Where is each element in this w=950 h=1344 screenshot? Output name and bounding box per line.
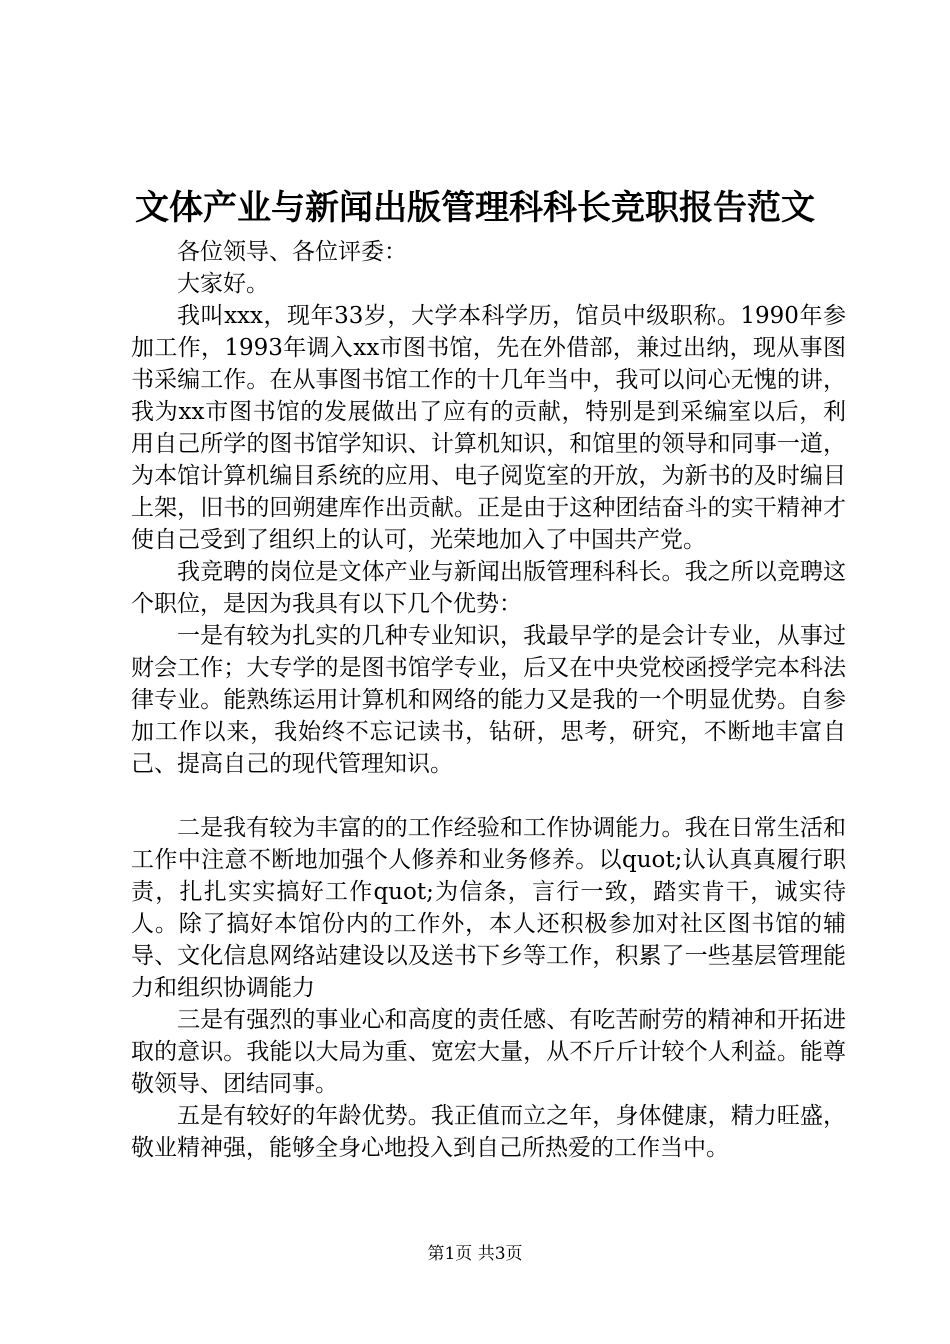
paragraph-introduction: 我叫xxx，现年33岁，大学本科学历，馆员中级职称。1990年参加工作，1993年调入xx市图书馆，先在外借部，兼过出纳，现从事图书采编工作。在从事图书馆工作的十几年当中，我可以问心无愧的讲，我为xx市图书馆的发展做出了应有的贡献，特别是到采编室以后，利用自己所学的图书馆学知识、计算机知识，和馆里的领导和同事一道，为本馆计算机编目系统的应用、电子阅览室的开放，为新书的及时编目上架，旧书的回朔建库作出贡献。正是由于这种团结奋斗的实干精神才使自己受到了组织上的认可，光荣地加入了中国共产党。 [131, 303, 846, 553]
paragraph-advantage-3: 三是有强烈的事业心和高度的责任感、有吃苦耐劳的精神和开拓进取的意识。我能以大局为重、宽宏大量，从不斤斤计较个人利益。能尊敬领导、团结同事。 [131, 1007, 846, 1097]
paragraph-salutation: 各位领导、各位评委： [177, 239, 407, 265]
paragraph-greeting: 大家好。 [177, 271, 269, 297]
paragraph-advantage-1: 一是有较为扎实的几种专业知识，我最早学的是会计专业，从事过财会工作；大专学的是图书馆学专业，后又在中央党校函授学完本科法律专业。能熟练运用计算机和网络的能力又是我的一个明显优势。自参加工作以来，我始终不忘记读书，钻研，思考，研究，不断地丰富自己、提高自己的现代管理知识。 [131, 623, 846, 777]
paragraph-position: 我竞聘的岗位是文体产业与新闻出版管理科科长。我之所以竞聘这个职位，是因为我具有以下几个优势： [131, 559, 846, 617]
document-body [131, 236, 846, 1164]
page-number: 第1页 共3页 [427, 1244, 523, 1264]
document-title: 文体产业与新闻出版管理科科长竞职报告范文 [135, 188, 815, 228]
paragraph-advantage-2: 二是我有较为丰富的的工作经验和工作协调能力。我在日常生活和工作中注意不断地加强个人修养和业务修养。以quot;认认真真履行职责，扎扎实实搞好工作quot;为信条，言行一致，踏实肯干，诚实待人。除了搞好本馆份内的工作外，本人还积极参加对社区图书馆的辅导、文化信息网络站建设以及送书下乡等工作，积累了一些基层管理能力和组织协调能力 [131, 815, 846, 1001]
paragraph-advantage-5: 五是有较好的年龄优势。我正值而立之年，身体健康，精力旺盛，敬业精神强，能够全身心地投入到自己所热爱的工作当中。 [131, 1103, 846, 1161]
